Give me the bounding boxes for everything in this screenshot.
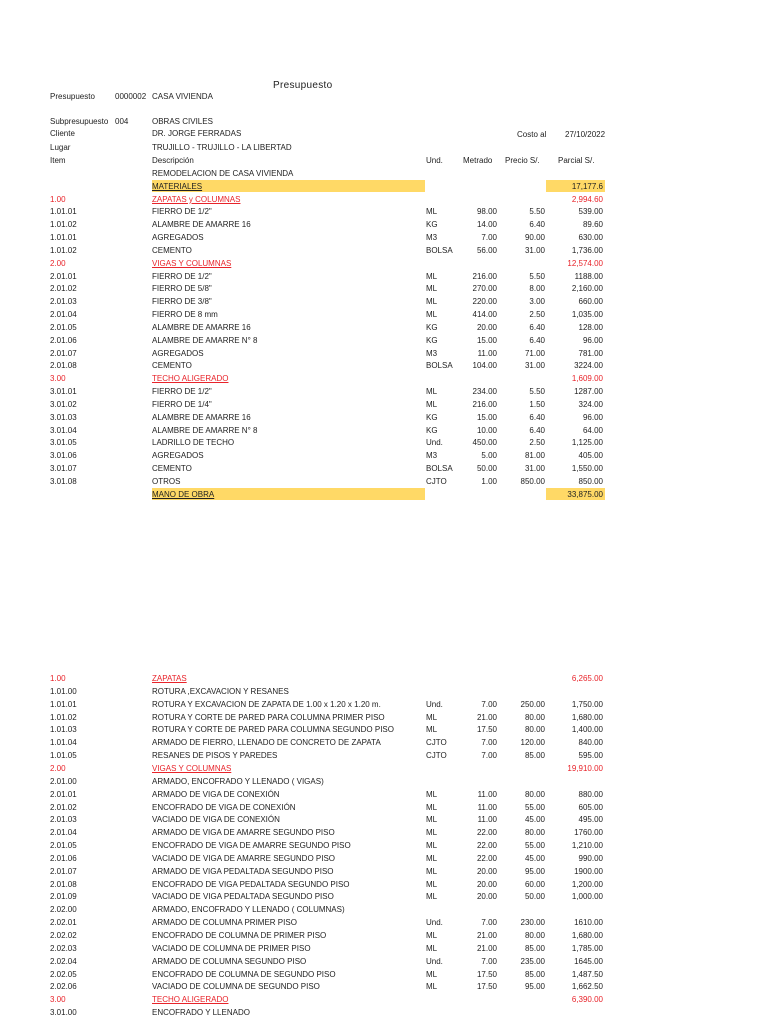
cell-precio: 55.00 xyxy=(524,841,545,851)
cell-item: 1.01.01 xyxy=(50,699,77,709)
cell-und: ML xyxy=(426,879,438,889)
cell-und: KG xyxy=(426,322,438,332)
cell-metrado: 220.00 xyxy=(472,297,497,307)
cell-precio: 230.00 xyxy=(520,918,545,928)
cell-item: 1.01.01 xyxy=(50,207,77,217)
cell-precio: 55.00 xyxy=(524,802,545,812)
cell-descripcion: ENCOFRADO DE VIGA DE CONEXIÓN xyxy=(152,802,296,812)
cell-precio: 80.00 xyxy=(524,789,545,799)
cell-descripcion: ARMADO DE COLUMNA SEGUNDO PISO xyxy=(152,956,307,966)
document-title: Presupuesto xyxy=(273,80,333,91)
cell-metrado: 22.00 xyxy=(476,828,497,838)
cell-item: 2.01.06 xyxy=(50,853,77,863)
cell-precio: 81.00 xyxy=(524,451,545,461)
cell-item: 2.00 xyxy=(50,258,66,268)
cell-parcial: 495.00 xyxy=(578,815,603,825)
cell-und: ML xyxy=(426,943,438,953)
cell-parcial: 405.00 xyxy=(578,451,603,461)
cell-und: KG xyxy=(426,220,438,230)
cell-parcial: 1287.00 xyxy=(574,387,603,397)
cell-precio: 120.00 xyxy=(520,738,545,748)
cell-precio: 2.50 xyxy=(529,438,545,448)
cell-parcial: 990.00 xyxy=(578,853,603,863)
cell-metrado: 21.00 xyxy=(476,712,497,722)
cell-item: 1.00 xyxy=(50,674,66,683)
cell-metrado: 270.00 xyxy=(472,284,497,294)
cell-parcial: 605.00 xyxy=(578,802,603,812)
cell-descripcion: OTROS xyxy=(152,476,181,486)
cell-descripcion: FIERRO DE 1/4" xyxy=(152,399,212,409)
cell-descripcion: MANO DE OBRA xyxy=(152,489,215,499)
cell-descripcion: CEMENTO xyxy=(152,361,192,371)
cell-item: 1.01.01 xyxy=(50,233,77,243)
cell-descripcion: FIERRO DE 1/2" xyxy=(152,271,212,281)
cell-descripcion: ALAMBRE DE AMARRE N° 8 xyxy=(152,335,258,345)
cell-item: 2.02.05 xyxy=(50,969,77,979)
cell-precio: 2.50 xyxy=(529,310,545,320)
cell-item: 1.01.02 xyxy=(50,220,77,230)
cell-metrado: 7.00 xyxy=(481,738,497,748)
cell-item: 2.01.07 xyxy=(50,348,77,358)
cell-parcial: 1188.00 xyxy=(574,271,603,281)
cell-precio: 6.40 xyxy=(529,425,545,435)
cell-metrado: 10.00 xyxy=(476,425,497,435)
cell-precio: 235.00 xyxy=(520,956,545,966)
cell-precio: 250.00 xyxy=(520,699,545,709)
cell-und: ML xyxy=(426,892,438,902)
cell-und: M3 xyxy=(426,348,438,358)
cell-und: ML xyxy=(426,815,438,825)
cell-descripcion: ROTURA ,EXCAVACION Y RESANES xyxy=(152,686,289,696)
cell-und: ML xyxy=(426,284,438,294)
column-header-descripcion: Descripción xyxy=(152,156,194,165)
cell-und: ML xyxy=(426,982,438,992)
cell-descripcion: LADRILLO DE TECHO xyxy=(152,438,235,448)
costo-label: Costo al xyxy=(517,130,547,139)
cell-parcial: 1,680.00 xyxy=(571,712,603,722)
cell-descripcion: ARMADO DE VIGA DE AMARRE SEGUNDO PISO xyxy=(152,828,335,838)
cell-item: 1.01.03 xyxy=(50,725,77,735)
cell-descripcion: ARMADO DE VIGA DE CONEXIÓN xyxy=(152,789,280,799)
cell-item: 2.00 xyxy=(50,763,66,773)
cell-precio: 80.00 xyxy=(524,712,545,722)
cell-descripcion: FIERRO DE 1/2" xyxy=(152,387,212,397)
cell-und: CJTO xyxy=(426,751,447,761)
cell-descripcion: ROTURA Y CORTE DE PARED PARA COLUMNA SEGUNDO PISO xyxy=(152,725,394,735)
cell-precio: 1.50 xyxy=(529,399,545,409)
cell-und: KG xyxy=(426,412,438,422)
cell-metrado: 104.00 xyxy=(472,361,497,371)
cell-metrado: 20.00 xyxy=(476,322,497,332)
cell-und: BOLSA xyxy=(426,361,453,371)
cell-parcial: 64.00 xyxy=(582,425,603,435)
cell-metrado: 216.00 xyxy=(472,271,497,281)
cell-item: 2.01.03 xyxy=(50,815,77,825)
cell-metrado: 17.50 xyxy=(476,969,497,979)
cell-descripcion: ARMADO DE VIGA PEDALTADA SEGUNDO PISO xyxy=(152,866,334,876)
cell-parcial: 6,390.00 xyxy=(571,995,603,1005)
cell-item: 2.01.04 xyxy=(50,310,77,320)
cell-metrado: 15.00 xyxy=(476,335,497,345)
cell-descripcion: ARMADO, ENCOFRADO Y LLENADO ( COLUMNAS) xyxy=(152,905,345,915)
cell-descripcion: VIGAS Y COLUMNAS xyxy=(152,258,232,268)
cell-und: ML xyxy=(426,725,438,735)
cell-und: Und. xyxy=(426,956,443,966)
cell-parcial: 1610.00 xyxy=(574,918,603,928)
cell-descripcion: VACIADO DE VIGA DE AMARRE SEGUNDO PISO xyxy=(152,853,336,863)
cell-metrado: 7.00 xyxy=(481,699,497,709)
cell-precio: 6.40 xyxy=(529,220,545,230)
cell-und: ML xyxy=(426,310,438,320)
cell-und: M3 xyxy=(426,233,438,243)
presupuesto-name: CASA VIVIENDA xyxy=(152,92,213,101)
cell-descripcion: VACIADO DE VIGA PEDALTADA SEGUNDO PISO xyxy=(152,892,334,902)
cell-descripcion: ARMADO DE FIERRO, LLENADO DE CONCRETO DE ZAPATA xyxy=(152,738,381,748)
cell-precio: 5.50 xyxy=(529,207,545,217)
cell-parcial: 880.00 xyxy=(578,789,603,799)
cell-parcial: 1,785.00 xyxy=(571,943,603,953)
cell-parcial: 324.00 xyxy=(578,399,603,409)
cell-und: ML xyxy=(426,399,438,409)
cell-metrado: 22.00 xyxy=(476,841,497,851)
cell-und: ML xyxy=(426,297,438,307)
cell-metrado: 21.00 xyxy=(476,931,497,940)
cell-item: 2.02.04 xyxy=(50,956,77,966)
cell-precio: 85.00 xyxy=(524,969,545,979)
cell-und: ML xyxy=(426,866,438,876)
cell-parcial: 96.00 xyxy=(582,335,603,345)
cell-metrado: 234.00 xyxy=(472,387,497,397)
cell-parcial: 1,680.00 xyxy=(571,931,603,940)
cell-metrado: 1.00 xyxy=(481,476,497,486)
cell-metrado: 11.00 xyxy=(477,348,497,358)
cell-metrado: 7.00 xyxy=(481,233,497,243)
cell-parcial: 630.00 xyxy=(578,233,603,243)
cell-item: 2.01.01 xyxy=(50,789,77,799)
cell-parcial: 660.00 xyxy=(578,297,603,307)
cell-parcial: 1,035.00 xyxy=(571,310,603,320)
cell-item: 1.01.00 xyxy=(50,686,77,696)
cell-precio: 60.00 xyxy=(524,879,545,889)
cell-precio: 95.00 xyxy=(524,866,545,876)
cell-parcial: 1900.00 xyxy=(574,866,603,876)
cell-precio: 8.00 xyxy=(529,284,545,294)
cell-precio: 45.00 xyxy=(524,853,545,863)
cell-precio: 6.40 xyxy=(529,322,545,332)
cell-precio: 80.00 xyxy=(524,931,545,940)
cell-metrado: 11.00 xyxy=(477,789,497,799)
cell-descripcion: FIERRO DE 3/8" xyxy=(152,297,212,307)
lugar-label: Lugar xyxy=(50,143,71,152)
cell-parcial: 840.00 xyxy=(578,738,603,748)
cell-parcial: 1,125.00 xyxy=(571,438,603,448)
lugar-value: TRUJILLO - TRUJILLO - LA LIBERTAD xyxy=(152,143,292,152)
cell-item: 2.01.08 xyxy=(50,879,77,889)
cell-parcial: 128.00 xyxy=(578,322,603,332)
cell-item: 1.00 xyxy=(50,194,66,204)
cell-und: ML xyxy=(426,712,438,722)
cell-item: 2.02.01 xyxy=(50,918,77,928)
cell-parcial: 1,550.00 xyxy=(571,464,603,474)
cell-und: KG xyxy=(426,335,438,345)
costo-date: 27/10/2022 xyxy=(565,130,606,139)
cell-metrado: 414.00 xyxy=(472,310,497,320)
cell-descripcion: ENCOFRADO Y LLENADO xyxy=(152,1008,250,1018)
cell-parcial: 781.00 xyxy=(578,348,603,358)
cell-descripcion: AGREGADOS xyxy=(152,348,204,358)
cell-item: 1.01.02 xyxy=(50,712,77,722)
cell-parcial: 1,662.50 xyxy=(571,982,603,992)
cell-precio: 3.00 xyxy=(529,297,545,307)
cell-und: CJTO xyxy=(426,476,447,486)
cell-descripcion: FIERRO DE 1/2" xyxy=(152,207,212,217)
cell-und: ML xyxy=(426,969,438,979)
cell-metrado: 14.00 xyxy=(476,220,497,230)
cell-item: 2.01.00 xyxy=(50,776,77,786)
cell-und: ML xyxy=(426,841,438,851)
cell-metrado: 20.00 xyxy=(476,892,497,902)
cell-und: ML xyxy=(426,207,438,217)
presupuesto-label: Presupuesto xyxy=(50,92,95,101)
cell-item: 2.01.05 xyxy=(50,841,77,851)
cell-und: Und. xyxy=(426,699,443,709)
cell-precio: 85.00 xyxy=(524,751,545,761)
cell-metrado: 7.00 xyxy=(481,956,497,966)
cell-item: 1.01.02 xyxy=(50,245,77,255)
cell-precio: 6.40 xyxy=(529,335,545,345)
cell-item: 3.01.05 xyxy=(50,438,77,448)
cell-descripcion: FIERRO DE 5/8" xyxy=(152,284,212,294)
column-header-metrado: Metrado xyxy=(463,156,493,165)
cell-und: ML xyxy=(426,271,438,281)
cell-descripcion: ROTURA Y CORTE DE PARED PARA COLUMNA PRIMER PISO xyxy=(152,712,385,722)
cell-und: BOLSA xyxy=(426,245,453,255)
cell-und: ML xyxy=(426,931,438,940)
cell-descripcion: CEMENTO xyxy=(152,464,192,474)
subpresupuesto-code: 004 xyxy=(115,117,129,126)
cell-item: 3.01.04 xyxy=(50,425,77,435)
cell-metrado: 22.00 xyxy=(476,853,497,863)
cell-item: 2.01.06 xyxy=(50,335,77,345)
cell-metrado: 11.00 xyxy=(477,815,497,825)
subpresupuesto-name: OBRAS CIVILES xyxy=(152,117,213,126)
cell-parcial: 1645.00 xyxy=(574,956,603,966)
cell-und: Und. xyxy=(426,438,443,448)
cell-precio: 95.00 xyxy=(524,982,545,992)
cell-und: ML xyxy=(426,802,438,812)
cell-precio: 6.40 xyxy=(529,412,545,422)
cell-und: M3 xyxy=(426,451,438,461)
cell-item: 1.01.05 xyxy=(50,751,77,761)
cell-descripcion: ENCOFRADO DE COLUMNA DE SEGUNDO PISO xyxy=(152,969,336,979)
cell-und: CJTO xyxy=(426,738,447,748)
cell-item: 3.00 xyxy=(50,995,66,1005)
cell-item: 1.01.04 xyxy=(50,738,77,748)
presupuesto-code: 0000002 xyxy=(115,92,147,101)
cell-item: 2.02.02 xyxy=(50,931,77,940)
cell-parcial: 1,400.00 xyxy=(571,725,603,735)
cell-precio: 5.50 xyxy=(529,387,545,397)
cell-precio: 45.00 xyxy=(524,815,545,825)
cell-item: 3.01.03 xyxy=(50,412,77,422)
cell-metrado: 17.50 xyxy=(476,982,497,992)
cell-parcial: 1,609.00 xyxy=(571,374,603,384)
cell-item: 3.01.00 xyxy=(50,1008,77,1018)
cell-und: BOLSA xyxy=(426,464,453,474)
cell-precio: 80.00 xyxy=(524,725,545,735)
cell-precio: 5.50 xyxy=(529,271,545,281)
cell-parcial: 96.00 xyxy=(582,412,603,422)
cell-descripcion: ALAMBRE DE AMARRE 16 xyxy=(152,412,251,422)
cell-descripcion: TECHO ALIGERADO xyxy=(152,374,229,384)
cell-und: ML xyxy=(426,789,438,799)
cell-descripcion: ALAMBRE DE AMARRE N° 8 xyxy=(152,425,258,435)
cell-metrado: 7.00 xyxy=(481,751,497,761)
cell-parcial: 1,200.00 xyxy=(571,879,603,889)
cell-parcial: 6,265.00 xyxy=(571,674,603,683)
cell-descripcion: ARMADO DE COLUMNA PRIMER PISO xyxy=(152,918,297,928)
cell-descripcion: ENCOFRADO DE VIGA PEDALTADA SEGUNDO PISO xyxy=(152,879,350,889)
cell-metrado: 7.00 xyxy=(481,918,497,928)
cell-descripcion: RESANES DE PISOS Y PAREDES xyxy=(152,751,278,761)
cell-parcial: 1760.00 xyxy=(574,828,603,838)
cell-item: 3.01.06 xyxy=(50,451,77,461)
cell-metrado: 20.00 xyxy=(476,879,497,889)
cell-descripcion: VACIADO DE COLUMNA DE SEGUNDO PISO xyxy=(152,982,320,992)
cell-precio: 85.00 xyxy=(524,943,545,953)
cell-descripcion: ROTURA Y EXCAVACION DE ZAPATA DE 1.00 x 1.20 x 1.20 m. xyxy=(152,699,381,709)
cell-descripcion: ALAMBRE DE AMARRE 16 xyxy=(152,220,251,230)
cell-item: 2.02.06 xyxy=(50,982,77,992)
cell-parcial: 1,750.00 xyxy=(571,699,603,709)
cell-item: 2.02.00 xyxy=(50,905,77,915)
cell-precio: 90.00 xyxy=(524,233,545,243)
cliente-value: DR. JORGE FERRADAS xyxy=(152,129,242,138)
cell-descripcion: VIGAS Y COLUMNAS xyxy=(152,763,232,773)
cell-parcial: 1,210.00 xyxy=(571,841,603,851)
cell-und: ML xyxy=(426,828,438,838)
cell-descripcion: VACIADO DE VIGA DE CONEXIÓN xyxy=(152,815,280,825)
cell-descripcion: ALAMBRE DE AMARRE 16 xyxy=(152,322,251,332)
cell-parcial: 595.00 xyxy=(578,751,603,761)
cell-item: 3.01.01 xyxy=(50,387,77,397)
column-header-item: Item xyxy=(50,156,66,165)
cell-metrado: 216.00 xyxy=(472,399,497,409)
cell-item: 2.01.08 xyxy=(50,361,77,371)
column-header-parcial: Parcial S/. xyxy=(558,156,595,165)
cell-item: 2.01.02 xyxy=(50,284,77,294)
cell-parcial: 12,574.00 xyxy=(567,258,603,268)
cell-descripcion: TECHO ALIGERADO xyxy=(152,995,229,1005)
cell-parcial: 1,736.00 xyxy=(571,245,603,255)
cell-precio: 31.00 xyxy=(524,245,545,255)
cell-descripcion: ZAPATAS y COLUMNAS xyxy=(152,194,241,204)
cell-descripcion: VACIADO DE COLUMNA DE PRIMER PISO xyxy=(152,943,311,953)
cell-item: 2.01.03 xyxy=(50,297,77,307)
subpresupuesto-label: Subpresupuesto xyxy=(50,117,109,126)
cell-parcial: 850.00 xyxy=(578,476,603,486)
cell-und: ML xyxy=(426,853,438,863)
cell-precio: 31.00 xyxy=(524,361,545,371)
cell-precio: 850.00 xyxy=(520,476,545,486)
cell-parcial: 2,994.60 xyxy=(571,194,603,204)
cell-item: 2.01.05 xyxy=(50,322,77,332)
cell-parcial: 2,160.00 xyxy=(571,284,603,294)
cell-parcial: 89.60 xyxy=(582,220,603,230)
cell-descripcion: MATERIALES xyxy=(152,181,203,191)
cell-metrado: 50.00 xyxy=(476,464,497,474)
cell-item: 2.01.07 xyxy=(50,866,77,876)
column-header-und: Und. xyxy=(426,156,443,165)
cell-parcial: 539.00 xyxy=(578,207,603,217)
cell-und: ML xyxy=(426,387,438,397)
cell-precio: 31.00 xyxy=(524,464,545,474)
cliente-label: Cliente xyxy=(50,129,75,138)
cell-metrado: 21.00 xyxy=(476,943,497,953)
cell-item: 3.01.08 xyxy=(50,476,77,486)
cell-metrado: 15.00 xyxy=(476,412,497,422)
cell-parcial: 3224.00 xyxy=(574,361,603,371)
cell-parcial: 1,000.00 xyxy=(571,892,603,902)
cell-descripcion: REMODELACION DE CASA VIVIENDA xyxy=(152,169,294,178)
cell-item: 2.01.02 xyxy=(50,802,77,812)
cell-metrado: 20.00 xyxy=(476,866,497,876)
cell-item: 2.01.01 xyxy=(50,271,77,281)
cell-descripcion: FIERRO DE 8 mm xyxy=(152,310,218,320)
cell-metrado: 11.00 xyxy=(477,802,497,812)
cell-descripcion: AGREGADOS xyxy=(152,233,204,243)
cell-metrado: 98.00 xyxy=(476,207,497,217)
cell-descripcion: ENCOFRADO DE COLUMNA DE PRIMER PISO xyxy=(152,931,327,940)
cell-item: 2.02.03 xyxy=(50,943,77,953)
column-header-precio: Precio S/. xyxy=(505,156,540,165)
cell-descripcion: ARMADO, ENCOFRADO Y LLENADO ( VIGAS) xyxy=(152,776,324,786)
cell-descripcion: AGREGADOS xyxy=(152,451,204,461)
cell-item: 3.01.07 xyxy=(50,464,77,474)
cell-parcial: 33,875.00 xyxy=(567,489,603,499)
cell-metrado: 56.00 xyxy=(476,245,497,255)
cell-precio: 50.00 xyxy=(524,892,545,902)
cell-descripcion: ZAPATAS xyxy=(152,674,187,683)
cell-precio: 71.00 xyxy=(524,348,545,358)
cell-parcial: 17,177.6 xyxy=(571,181,603,191)
cell-metrado: 17.50 xyxy=(476,725,497,735)
cell-item: 2.01.09 xyxy=(50,892,77,902)
cell-item: 2.01.04 xyxy=(50,828,77,838)
cell-metrado: 5.00 xyxy=(481,451,497,461)
cell-und: KG xyxy=(426,425,438,435)
cell-metrado: 450.00 xyxy=(472,438,497,448)
cell-descripcion: CEMENTO xyxy=(152,245,192,255)
cell-item: 3.01.02 xyxy=(50,399,77,409)
cell-parcial: 1,487.50 xyxy=(571,969,603,979)
cell-descripcion: ENCOFRADO DE VIGA DE AMARRE SEGUNDO PISO xyxy=(152,841,351,851)
cell-item: 3.00 xyxy=(50,374,66,384)
cell-und: Und. xyxy=(426,918,443,928)
cell-precio: 80.00 xyxy=(524,828,545,838)
cell-parcial: 19,910.00 xyxy=(567,763,603,773)
